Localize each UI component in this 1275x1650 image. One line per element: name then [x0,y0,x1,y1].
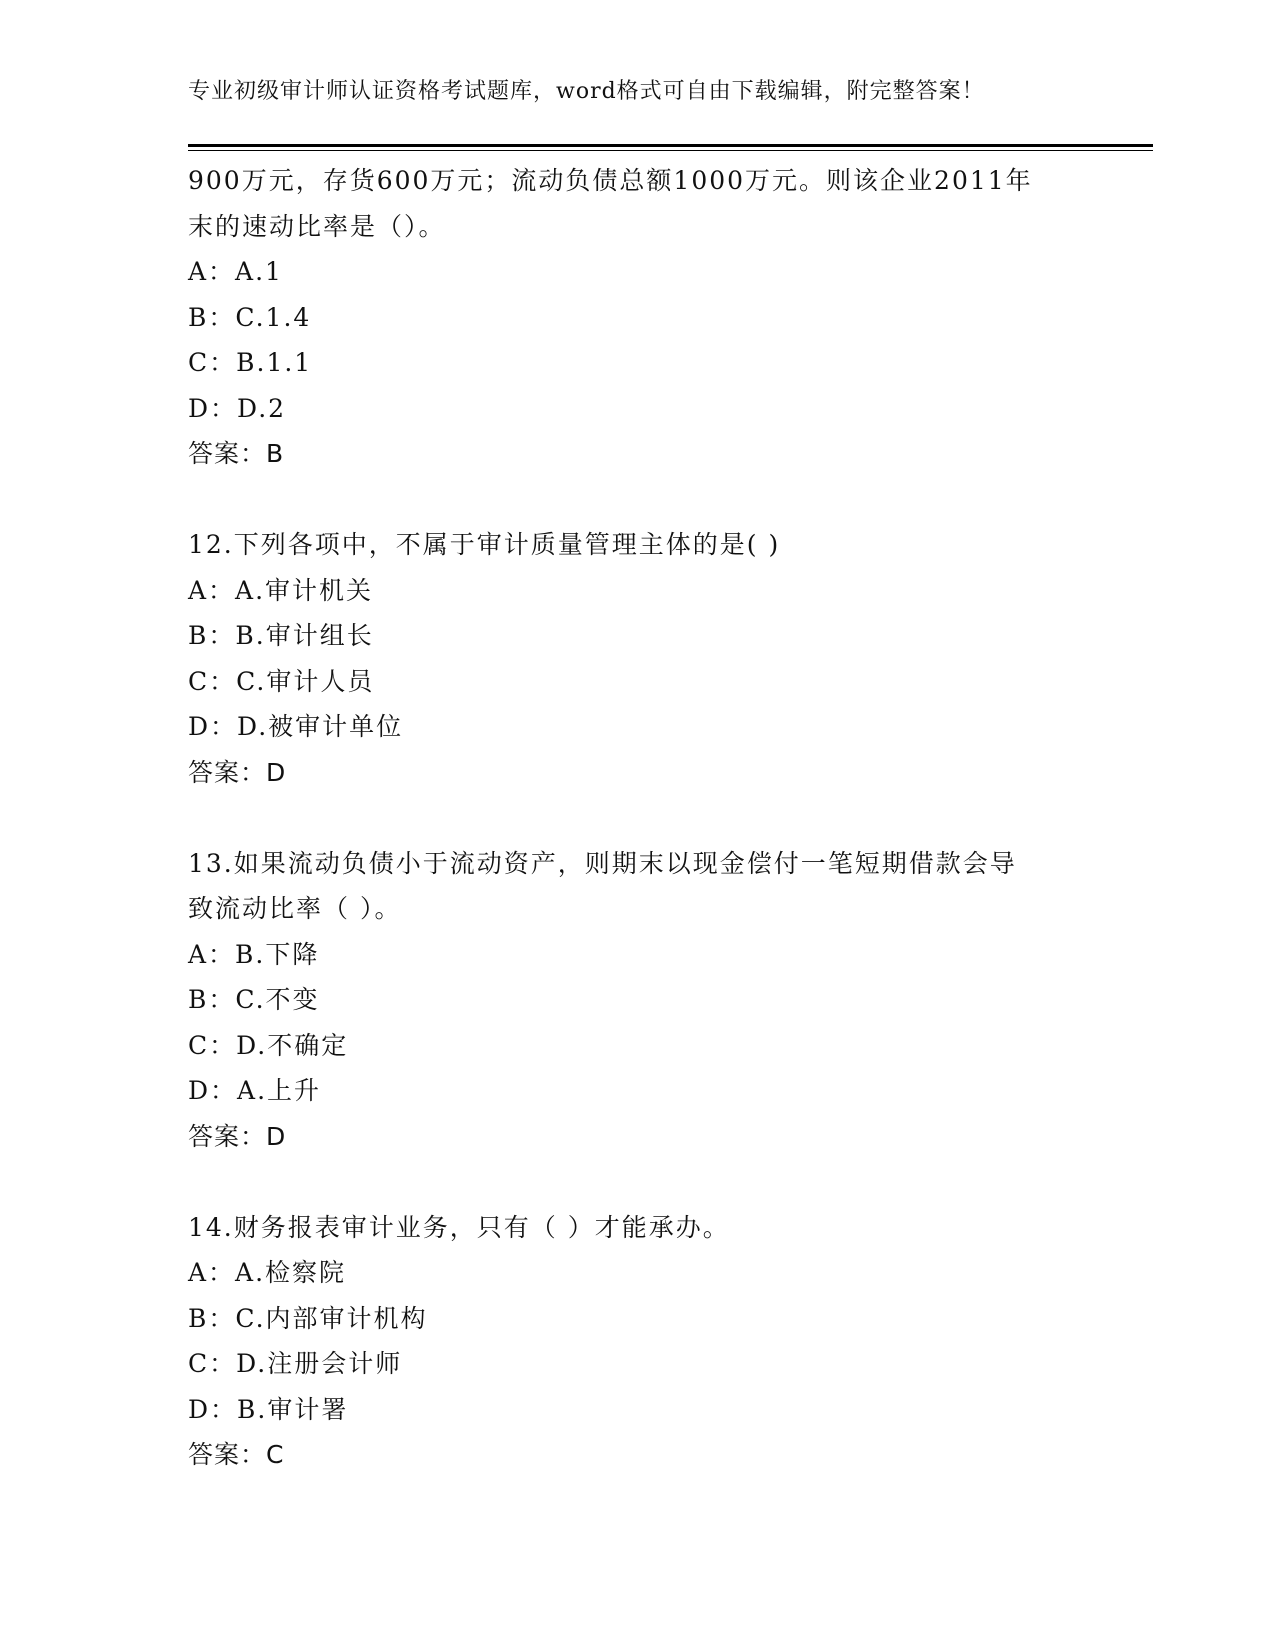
header-rule-thin [188,150,1153,151]
question-stem-line: 末的速动比率是（）。 [188,211,446,241]
answer-line: 答案：D [188,1121,287,1151]
answer-line: 答案：B [188,439,285,468]
option-a: A：A.审计机关 [188,575,374,605]
question-stem-line: 900万元，存货600万元；流动负债总额1000万元。则该企业2011年 [188,166,1033,195]
spacer [188,795,1108,841]
header-rule-thick [188,144,1153,147]
option-b: B：C.内部审计机构 [188,1303,428,1333]
question-12 [188,522,1108,795]
question-11 [188,158,1108,477]
option-b: B：C.不变 [188,985,320,1014]
question-14 [188,1205,1108,1478]
option-d: D：D.被审计单位 [188,712,404,741]
answer-line: 答案：C [188,1440,285,1469]
spacer [188,1159,1108,1205]
question-stem-line: 致流动比率（ ）。 [188,894,402,923]
option-b: B：C.1.4 [188,302,312,332]
question-stem-line: 12.下列各项中，不属于审计质量管理主体的是( ) [188,530,781,559]
spacer [188,477,1108,523]
option-a: A：A.检察院 [188,1258,347,1287]
option-d: D：D.2 [188,393,287,423]
option-d: D：B.审计署 [188,1394,349,1424]
option-c: C：D.注册会计师 [188,1349,403,1378]
page-header: 专业初级审计师认证资格考试题库，word格式可自由下载编辑，附完整答案！ [188,79,985,104]
option-c: C：C.审计人员 [188,666,375,696]
answer-line: 答案：D [188,757,287,787]
question-stem-line: 14.财务报表审计业务，只有（ ）才能承办。 [188,1212,730,1242]
option-c: C：B.1.1 [188,348,313,377]
question-13 [188,841,1108,1160]
option-a: A：B.下降 [188,939,320,969]
option-c: C：D.不确定 [188,1030,349,1060]
question-content [188,158,1108,1478]
option-d: D：A.上升 [188,1076,322,1105]
question-stem-line: 13.如果流动负债小于流动资产，则期末以现金偿付一笔短期借款会导 [188,848,1017,878]
option-a: A：A.1 [188,257,283,286]
option-b: B：B.审计组长 [188,621,374,650]
